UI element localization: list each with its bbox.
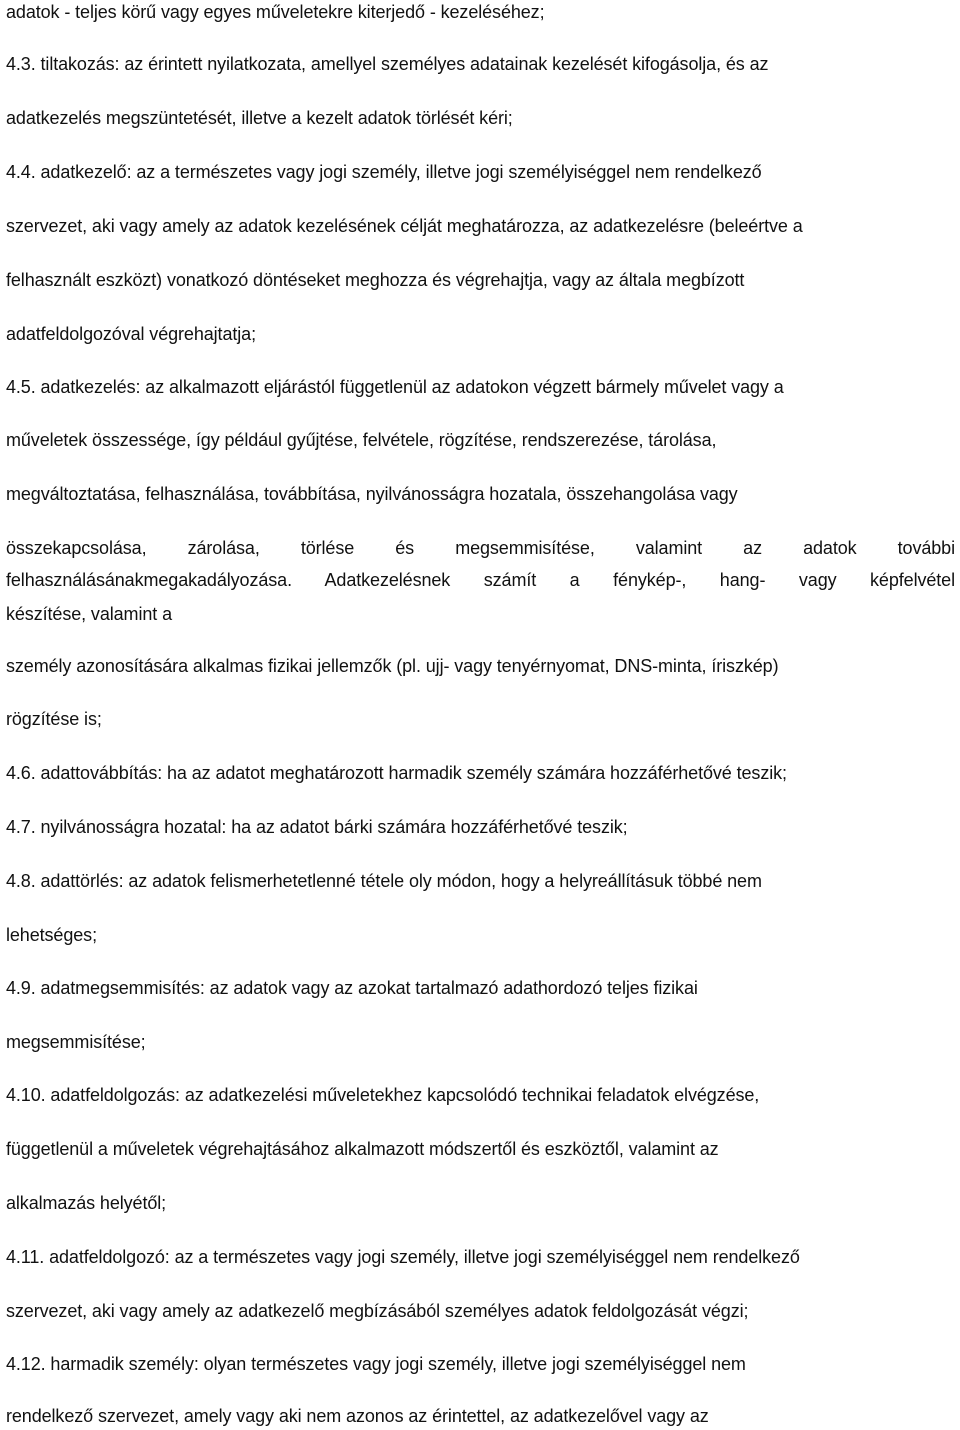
- text-line: rögzítése is;: [6, 709, 102, 729]
- text-line: 4.6. adattovábbítás: ha az adatot meghatározott harmadik személy számára hozzáférhetővé teszik;: [6, 763, 787, 783]
- text-line: megsemmisítése;: [6, 1032, 146, 1052]
- text-line: 4.3. tiltakozás: az érintett nyilatkozata, amellyel személyes adatainak kezelését kifogásolja, és az: [6, 54, 769, 74]
- text-line: szervezet, aki vagy amely az adatkezelő megbízásából személyes adatok feldolgozását végzi;: [6, 1301, 749, 1321]
- text-line: adatkezelés megszüntetését, illetve a kezelt adatok törlését kéri;: [6, 108, 513, 128]
- text-line: 4.11. adatfeldolgozó: az a természetes vagy jogi személy, illetve jogi személyiséggel nem rendelkező: [6, 1247, 800, 1267]
- text-line: rendelkező szervezet, amely vagy aki nem azonos az érintettel, az adatkezelővel vagy az: [6, 1406, 709, 1426]
- text-line: függetlenül a műveletek végrehajtásához alkalmazott módszertől és eszköztől, valamint az: [6, 1139, 719, 1159]
- text-line: adatfeldolgozóval végrehajtatja;: [6, 324, 256, 344]
- text-line: 4.4. adatkezelő: az a természetes vagy jogi személy, illetve jogi személyiséggel nem rendelkező: [6, 162, 762, 182]
- text-line: 4.10. adatfeldolgozás: az adatkezelési műveletekhez kapcsolódó technikai feladatok elvégzése,: [6, 1085, 760, 1105]
- text-line: 4.12. harmadik személy: olyan természetes vagy jogi személy, illetve jogi személyiséggel nem: [6, 1354, 746, 1374]
- text-line: felhasznált eszközt) vonatkozó döntéseket meghozza és végrehajtja, vagy az általa megbízott: [6, 270, 745, 290]
- text-line: megváltoztatása, felhasználása, továbbítása, nyilvánosságra hozatala, összehangolása vagy: [6, 484, 738, 504]
- text-line: 4.7. nyilvánosságra hozatal: ha az adatot bárki számára hozzáférhetővé teszik;: [6, 817, 628, 837]
- text-line: 4.8. adattörlés: az adatok felismerhetetlenné tétele oly módon, hogy a helyreállításuk többé nem: [6, 871, 762, 891]
- text-line: lehetséges;: [6, 925, 97, 945]
- text-line: alkalmazás helyétől;: [6, 1193, 167, 1213]
- text-line: felhasználásánakmegakadályozása. Adatkezelésnek számít a fénykép-, hang- vagy képfelvétel: [6, 570, 955, 590]
- text-line: 4.5. adatkezelés: az alkalmazott eljárástól függetlenül az adatokon végzett bármely művelet vagy a: [6, 377, 784, 397]
- text-line: készítése, valamint a: [6, 604, 172, 624]
- text-line: szervezet, aki vagy amely az adatok kezelésének célját meghatározza, az adatkezelésre (beleértve a: [6, 216, 803, 236]
- text-line: személy azonosítására alkalmas fizikai jellemzők (pl. ujj- vagy tenyérnyomat, DNS-minta, íriszkép): [6, 656, 779, 676]
- text-line: 4.9. adatmegsemmisítés: az adatok vagy az azokat tartalmazó adathordozó teljes fizikai: [6, 978, 698, 998]
- text-line: műveletek összessége, így például gyűjtése, felvétele, rögzítése, rendszerezése, tárolása,: [6, 430, 717, 450]
- text-line: összekapcsolása, zárolása, törlése és megsemmisítése, valamint az adatok további: [6, 538, 955, 558]
- text-line: adatok - teljes körű vagy egyes műveletekre kiterjedő - kezeléséhez;: [6, 2, 545, 22]
